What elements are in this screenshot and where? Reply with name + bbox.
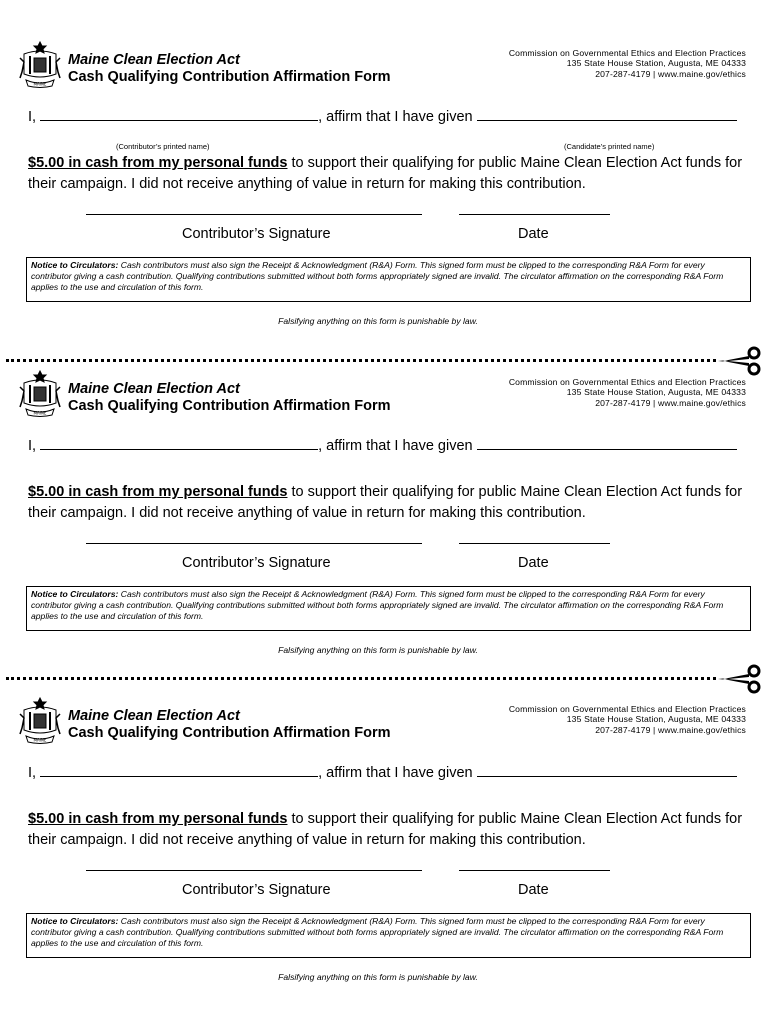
affirm-start: I, [28, 109, 41, 125]
contribution-amount: $5.00 in cash from my personal funds [28, 811, 288, 827]
contribution-amount: $5.00 in cash from my personal funds [28, 155, 288, 171]
affirmation-statement [28, 153, 748, 194]
form-title: Cash Qualifying Contribution Affirmation Form [68, 725, 391, 741]
scissors-icon [716, 664, 766, 694]
date-field[interactable] [459, 543, 610, 544]
candidate-name-field[interactable] [477, 108, 737, 121]
notice-label: Notice to Circulators: [31, 589, 119, 599]
notice-label: Notice to Circulators: [31, 260, 119, 270]
affirm-line [28, 437, 737, 455]
commission-address: 135 State House Station, Augusta, ME 04333 [566, 387, 746, 398]
contributor-name-field[interactable] [40, 437, 318, 450]
affirm-line [28, 764, 737, 782]
act-title: Maine Clean Election Act [68, 52, 240, 68]
date-field[interactable] [459, 870, 610, 871]
contribution-amount: $5.00 in cash from my personal funds [28, 484, 288, 500]
notice-text: Cash contributors must also sign the Receipt & Acknowledgment (R&A) Form. This signed form must be clipped to the corresponding R&A Form for every contributor giving a cash contribution. Qualifying contributions submitted without both forms appropriately signed are invalid. The circulator affirmation on the corresponding R&A Form applies to the use and circulation of this form. [31, 916, 724, 948]
affirm-mid: , affirm that I have given [318, 109, 477, 125]
affirmation-form-1 [0, 38, 770, 364]
affirm-line [28, 108, 737, 126]
date-label: Date [518, 882, 549, 898]
commission-name: Commission on Governmental Ethics and Election Practices [508, 704, 746, 714]
signature-field[interactable] [86, 214, 422, 215]
affirmation-statement [28, 482, 748, 523]
affirmation-form-2 [0, 367, 770, 693]
commission-info [509, 377, 746, 408]
signature-label: Contributor’s Signature [182, 555, 331, 571]
circulator-notice [26, 586, 751, 631]
act-title: Maine Clean Election Act [68, 708, 240, 724]
maine-state-seal-icon [18, 369, 62, 419]
commission-name: Commission on Governmental Ethics and Election Practices [508, 377, 746, 387]
affirmation-statement [28, 809, 748, 850]
date-label: Date [518, 226, 549, 242]
notice-text: Cash contributors must also sign the Receipt & Acknowledgment (R&A) Form. This signed form must be clipped to the corresponding R&A Form for every contributor giving a cash contribution. Qualifying contributions submitted without both forms appropriately signed are invalid. The circulator affirmation on the corresponding R&A Form applies to the use and circulation of this form. [31, 260, 724, 292]
candidate-name-field[interactable] [477, 437, 737, 450]
circulator-notice [26, 257, 751, 302]
signature-label: Contributor’s Signature [182, 226, 331, 242]
falsify-warning: Falsifying anything on this form is punishable by law. [278, 645, 478, 655]
svg-text:MAINE: MAINE [33, 410, 47, 416]
svg-text:MAINE: MAINE [33, 737, 47, 743]
maine-state-seal-icon [18, 696, 62, 746]
circulator-notice [26, 913, 751, 958]
commission-address: 135 State House Station, Augusta, ME 04333 [566, 714, 746, 725]
commission-contact: 207-287-4179 | www.maine.gov/ethics [595, 724, 746, 735]
statement-text: to support their qualifying for public Maine Clean Election Act funds for their campaign. I did not receive anything of value in return for making this contribution. [28, 484, 743, 521]
cut-line [6, 359, 716, 362]
candidate-name-hint: (Candidate’s printed name) [564, 142, 655, 151]
maine-state-seal-icon [18, 40, 62, 90]
commission-info [509, 48, 746, 79]
falsify-warning: Falsifying anything on this form is punishable by law. [278, 972, 478, 982]
svg-text:MAINE: MAINE [33, 81, 47, 87]
act-title: Maine Clean Election Act [68, 381, 240, 397]
candidate-name-field[interactable] [477, 764, 737, 777]
notice-label: Notice to Circulators: [31, 916, 119, 926]
form-title: Cash Qualifying Contribution Affirmation Form [68, 398, 391, 414]
contributor-name-field[interactable] [40, 764, 318, 777]
affirm-start: I, [28, 438, 41, 454]
statement-text: to support their qualifying for public Maine Clean Election Act funds for their campaign. I did not receive anything of value in return for making this contribution. [28, 155, 743, 192]
signature-field[interactable] [86, 870, 422, 871]
commission-contact: 207-287-4179 | www.maine.gov/ethics [595, 68, 746, 79]
affirm-mid: , affirm that I have given [318, 765, 477, 781]
commission-address: 135 State House Station, Augusta, ME 04333 [566, 58, 746, 69]
contributor-name-field[interactable] [40, 108, 318, 121]
notice-text: Cash contributors must also sign the Receipt & Acknowledgment (R&A) Form. This signed form must be clipped to the corresponding R&A Form for every contributor giving a cash contribution. Qualifying contributions submitted without both forms appropriately signed are invalid. The circulator affirmation on the corresponding R&A Form applies to the use and circulation of this form. [31, 589, 724, 621]
contributor-name-hint: (Contributor’s printed name) [116, 142, 210, 151]
falsify-warning: Falsifying anything on this form is punishable by law. [278, 316, 478, 326]
date-field[interactable] [459, 214, 610, 215]
commission-name: Commission on Governmental Ethics and Election Practices [508, 48, 746, 58]
commission-contact: 207-287-4179 | www.maine.gov/ethics [595, 397, 746, 408]
affirmation-form-3 [0, 694, 770, 1020]
affirm-start: I, [28, 765, 41, 781]
signature-field[interactable] [86, 543, 422, 544]
cut-line [6, 677, 716, 680]
affirm-mid: , affirm that I have given [318, 438, 477, 454]
form-title: Cash Qualifying Contribution Affirmation Form [68, 69, 391, 85]
date-label: Date [518, 555, 549, 571]
commission-info [509, 704, 746, 735]
statement-text: to support their qualifying for public Maine Clean Election Act funds for their campaign. I did not receive anything of value in return for making this contribution. [28, 811, 743, 848]
signature-label: Contributor’s Signature [182, 882, 331, 898]
